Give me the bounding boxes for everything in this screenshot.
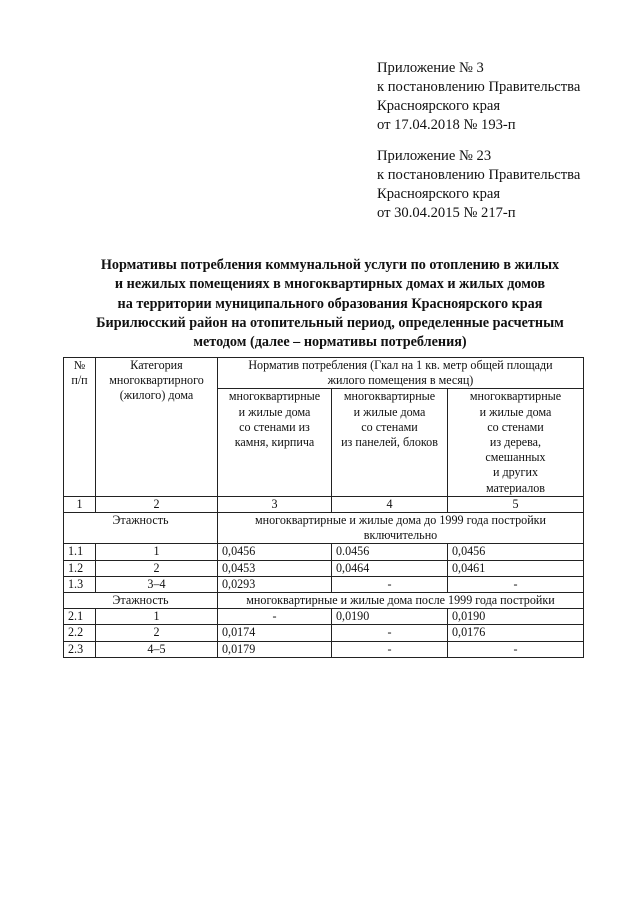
row-value-panels: -	[332, 576, 448, 592]
row-number: 2.3	[64, 641, 96, 657]
row-value-stone: 0,0293	[218, 576, 332, 592]
row-number: 1.2	[64, 560, 96, 576]
header-text: Норматив потребления (Гкал на 1 кв. метр общей площади	[248, 358, 553, 372]
header-panels-blocks	[332, 389, 448, 496]
row-value-panels: -	[332, 641, 448, 657]
appendix-line: Приложение № 23	[377, 148, 492, 164]
header-stone-brick	[218, 389, 332, 496]
column-number: 3	[218, 496, 332, 512]
header-norm	[218, 358, 584, 389]
section-text: включительно	[363, 528, 438, 543]
appendix-23-header	[377, 147, 627, 223]
row-value-wood: -	[448, 576, 584, 592]
header-text: и жилые дома	[479, 404, 552, 419]
row-floors: 1	[96, 609, 218, 625]
title-line: и нежилых помещениях в многоквартирных домах и жилых домов	[114, 276, 546, 293]
header-text: (жилого) дома	[119, 388, 194, 403]
column-number: 4	[332, 496, 448, 512]
norms-table	[63, 357, 584, 658]
header-text: со стенами из	[239, 419, 310, 434]
header-text: п/п	[71, 373, 88, 388]
appendix-line: от 17.04.2018 № 193-п	[377, 117, 516, 133]
row-value-wood: 0,0461	[448, 560, 584, 576]
row-value-panels: 0,0464	[332, 560, 448, 576]
header-text: из панелей, блоков	[341, 435, 438, 450]
row-floors: 4–5	[96, 641, 218, 657]
header-text: жилого помещения в месяц)	[327, 373, 474, 388]
title-line: методом (далее – нормативы потребления)	[193, 334, 467, 351]
header-text: материалов	[485, 480, 546, 495]
header-text: многоквартирные	[228, 389, 321, 404]
column-number: 2	[96, 496, 218, 512]
header-text: из дерева,	[489, 435, 542, 450]
table-row	[64, 560, 584, 576]
header-text: многоквартирного	[109, 373, 204, 388]
header-text: многоквартирные	[343, 389, 436, 404]
row-floors: 2	[96, 625, 218, 641]
title-line: Бирилюсский район на отопительный период, определенные расчетным	[96, 314, 564, 331]
appendix-line: от 30.04.2015 № 217-п	[377, 205, 516, 221]
column-number-row	[64, 496, 584, 512]
table-row	[64, 609, 584, 625]
document-title	[60, 256, 600, 352]
header-wood-mixed	[448, 389, 584, 496]
row-value-stone: 0,0174	[218, 625, 332, 641]
row-value-wood: -	[448, 641, 584, 657]
section-description: многоквартирные и жилые дома после 1999 года постройки	[218, 593, 584, 609]
row-number: 1.1	[64, 544, 96, 560]
row-value-panels: -	[332, 625, 448, 641]
header-text: смешанных	[485, 450, 546, 465]
row-value-panels: 0.0456	[332, 544, 448, 560]
row-value-wood: 0,0176	[448, 625, 584, 641]
header-text: и жилые дома	[238, 404, 311, 419]
row-floors: 1	[96, 544, 218, 560]
table-header-row	[64, 358, 584, 389]
header-text: многоквартирные	[469, 389, 562, 404]
header-text: и жилые дома	[353, 404, 426, 419]
row-value-panels: 0,0190	[332, 609, 448, 625]
row-value-stone: 0,0456	[218, 544, 332, 560]
appendix-line: Красноярского края	[377, 186, 501, 202]
row-value-wood: 0,0456	[448, 544, 584, 560]
header-text: Категория	[130, 358, 183, 372]
appendix-line: к постановлению Правительства	[377, 79, 581, 95]
header-category	[96, 358, 218, 497]
appendix-line: к постановлению Правительства	[377, 167, 581, 183]
section-description	[218, 513, 584, 544]
table-row	[64, 544, 584, 560]
row-value-stone: 0,0453	[218, 560, 332, 576]
row-floors: 3–4	[96, 576, 218, 592]
section-header-row	[64, 513, 584, 544]
title-line: Нормативы потребления коммунальной услуги по отоплению в жилых	[100, 257, 560, 273]
row-number: 1.3	[64, 576, 96, 592]
table-row	[64, 576, 584, 592]
section-text: многоквартирные и жилые дома до 1999 года постройки	[254, 513, 547, 528]
column-number: 5	[448, 496, 584, 512]
header-text: №	[73, 358, 86, 372]
table-row	[64, 625, 584, 641]
header-number	[64, 358, 96, 497]
column-number: 1	[64, 496, 96, 512]
appendix-line: Красноярского края	[377, 98, 501, 114]
section-label: Этажность	[64, 513, 218, 544]
appendix-3-header	[377, 59, 627, 135]
title-line: на территории муниципального образования Красноярского края	[117, 295, 543, 312]
header-text: камня, кирпича	[234, 435, 315, 450]
row-value-wood: 0,0190	[448, 609, 584, 625]
appendix-line: Приложение № 3	[377, 60, 484, 76]
section-label: Этажность	[64, 593, 218, 609]
row-number: 2.2	[64, 625, 96, 641]
row-number: 2.1	[64, 609, 96, 625]
table-row	[64, 641, 584, 657]
header-text: и других	[492, 465, 539, 480]
header-text: со стенами	[487, 419, 544, 434]
header-text: со стенами	[361, 419, 418, 434]
row-floors: 2	[96, 560, 218, 576]
row-value-stone: 0,0179	[218, 641, 332, 657]
section-header-row	[64, 593, 584, 609]
row-value-stone: -	[218, 609, 332, 625]
